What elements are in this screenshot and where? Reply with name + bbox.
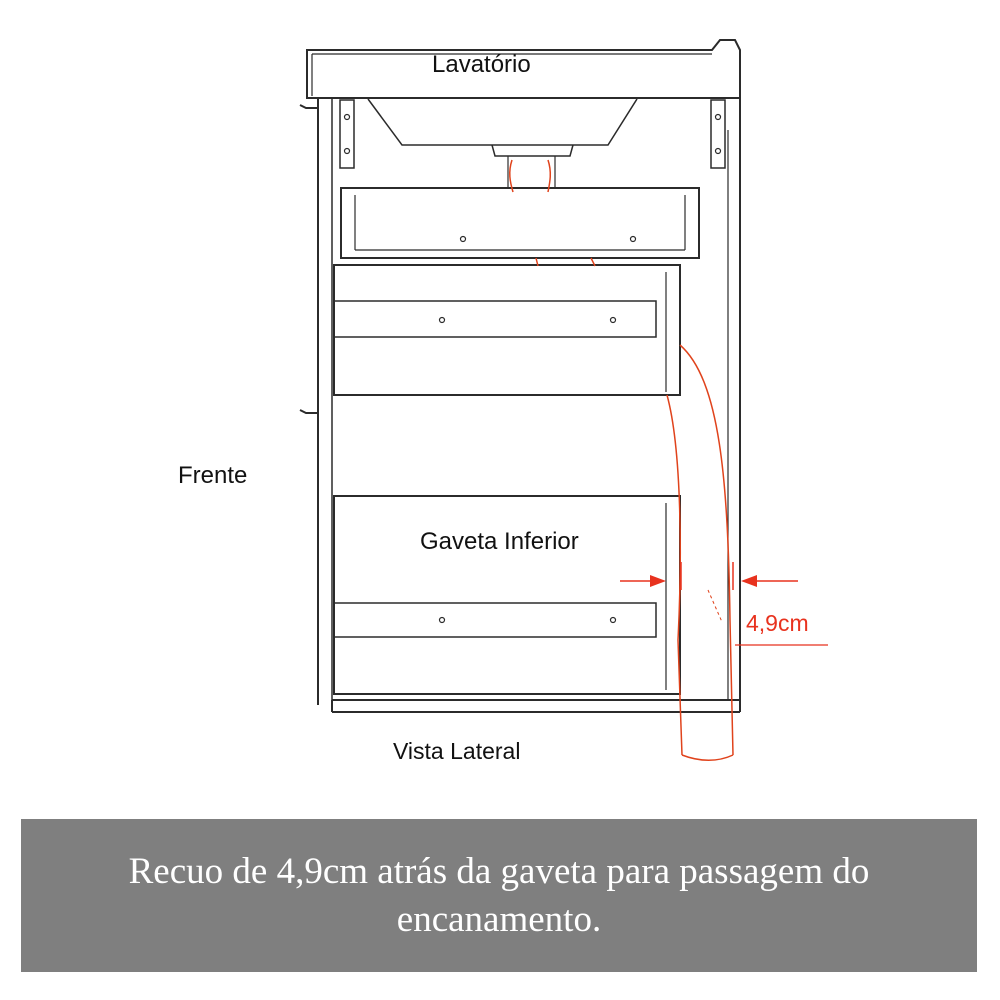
sink-label: Lavatório xyxy=(432,51,531,78)
upper-drawer xyxy=(334,265,680,395)
caption-text: Recuo de 4,9cm atrás da gaveta para passagem do encanamento. xyxy=(128,850,870,940)
caption-banner xyxy=(21,819,977,972)
upper-tray xyxy=(341,188,699,258)
cabinet-body xyxy=(300,98,740,712)
offset-dimension-label: 4,9cm xyxy=(746,610,809,636)
sink-basin xyxy=(368,99,637,188)
side-view-label: Vista Lateral xyxy=(393,738,521,764)
left-mounting-bracket xyxy=(340,100,354,168)
front-label: Frente xyxy=(178,462,248,489)
lower-drawer-label: Gaveta Inferior xyxy=(420,528,579,555)
right-mounting-bracket xyxy=(711,100,725,168)
lower-drawer xyxy=(334,496,680,694)
